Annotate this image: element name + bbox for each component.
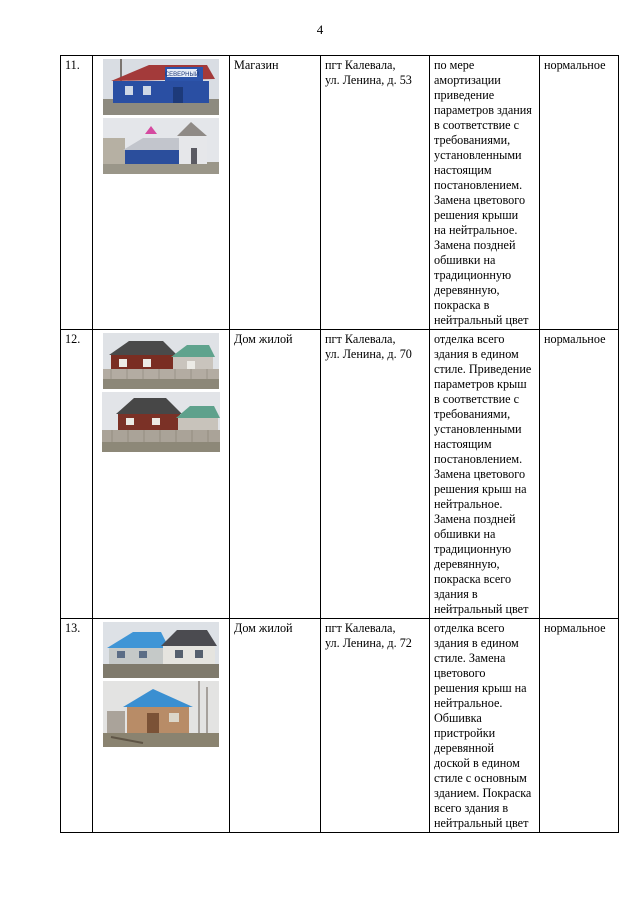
address-line: пгт Калевала,: [325, 332, 396, 346]
measures-line: обшивки на: [434, 253, 496, 267]
measures-line: нейтральный цвет: [434, 816, 529, 830]
table-row: [61, 330, 619, 619]
measures-line: обшивки на: [434, 527, 496, 541]
condition: нормальное: [540, 619, 619, 833]
measures-line: стиле. Замена: [434, 651, 506, 665]
building-address: [321, 56, 430, 330]
building-type: Магазин: [230, 56, 321, 330]
measures-line: стиле. Приведение: [434, 362, 532, 376]
photo-cell: [93, 330, 230, 619]
house-photo-front: [103, 333, 219, 389]
table-row: [61, 619, 619, 833]
measures-line: решения крыш на: [434, 681, 527, 695]
row-number: 12.: [61, 330, 93, 619]
measures-line: покраска в: [434, 298, 490, 312]
house-photo-front: [103, 622, 219, 678]
measures-line: нейтральное.: [434, 696, 503, 710]
measures-line: параметров здания: [434, 103, 532, 117]
measures-line: стиле с основным: [434, 771, 527, 785]
condition: нормальное: [540, 56, 619, 330]
measures-line: покраска всего: [434, 572, 512, 586]
measures-line: всего здания в: [434, 801, 509, 815]
measures-line: Замена поздней: [434, 238, 516, 252]
buildings-table: [60, 55, 619, 833]
house-photo-side: [102, 392, 220, 452]
measures-line: деревянную,: [434, 283, 500, 297]
measures-line: зданием. Покраска: [434, 786, 532, 800]
shop-sign-text: СЕВЕРНЫЙ: [164, 72, 200, 78]
address-line: пгт Калевала,: [325, 621, 396, 635]
shop-photo-side: [103, 118, 219, 174]
measures-line: цветового: [434, 666, 486, 680]
measures-line: амортизации: [434, 73, 501, 87]
address-line: ул. Ленина, д. 53: [325, 73, 412, 87]
condition: нормальное: [540, 330, 619, 619]
building-type: Дом жилой: [230, 330, 321, 619]
measures: [430, 56, 540, 330]
house-photo-side: [103, 681, 219, 747]
shop-photo-front: [103, 59, 219, 115]
measures-line: Обшивка: [434, 711, 482, 725]
measures-line: здания в едином: [434, 347, 519, 361]
address-line: пгт Калевала,: [325, 58, 396, 72]
measures-line: отделка всего: [434, 621, 505, 635]
measures-line: Замена поздней: [434, 512, 516, 526]
table-row: [61, 56, 619, 330]
measures-line: здания в: [434, 587, 478, 601]
building-type: Дом жилой: [230, 619, 321, 833]
measures-line: постановлением.: [434, 452, 523, 466]
measures-line: здания в едином: [434, 636, 519, 650]
page-number: 4: [316, 22, 324, 37]
row-number: 11.: [61, 56, 93, 330]
measures-line: отделка всего: [434, 332, 505, 346]
measures-line: деревянную,: [434, 557, 500, 571]
measures-line: деревянной: [434, 741, 494, 755]
measures-line: решения крыш на: [434, 482, 527, 496]
measures-line: Замена цветового: [434, 467, 526, 481]
measures-line: в соответствие с: [434, 118, 520, 132]
measures-line: традиционную: [434, 268, 512, 282]
measures-line: постановлением.: [434, 178, 523, 192]
measures-line: нейтральное.: [434, 497, 503, 511]
photo-cell: [93, 56, 230, 330]
measures-line: настоящим: [434, 163, 492, 177]
measures-line: нейтральный цвет: [434, 602, 529, 616]
building-address: [321, 330, 430, 619]
photo-cell: [93, 619, 230, 833]
measures: [430, 330, 540, 619]
measures-line: на нейтральное.: [434, 223, 518, 237]
measures-line: по мере: [434, 58, 475, 72]
measures-line: требованиями,: [434, 133, 511, 147]
measures-line: параметров крыш: [434, 377, 527, 391]
measures-line: требованиями,: [434, 407, 511, 421]
address-line: ул. Ленина, д. 70: [325, 347, 412, 361]
measures-line: решения крыши: [434, 208, 519, 222]
measures: [430, 619, 540, 833]
row-number: 13.: [61, 619, 93, 833]
measures-line: доской в едином: [434, 756, 520, 770]
building-address: [321, 619, 430, 833]
address-line: ул. Ленина, д. 72: [325, 636, 412, 650]
measures-line: настоящим: [434, 437, 492, 451]
measures-line: традиционную: [434, 542, 512, 556]
measures-line: Замена цветового: [434, 193, 526, 207]
measures-line: нейтральный цвет: [434, 313, 529, 327]
measures-line: установленными: [434, 148, 522, 162]
measures-line: установленными: [434, 422, 522, 436]
measures-line: пристройки: [434, 726, 496, 740]
measures-line: приведение: [434, 88, 495, 102]
measures-line: в соответствие с: [434, 392, 520, 406]
